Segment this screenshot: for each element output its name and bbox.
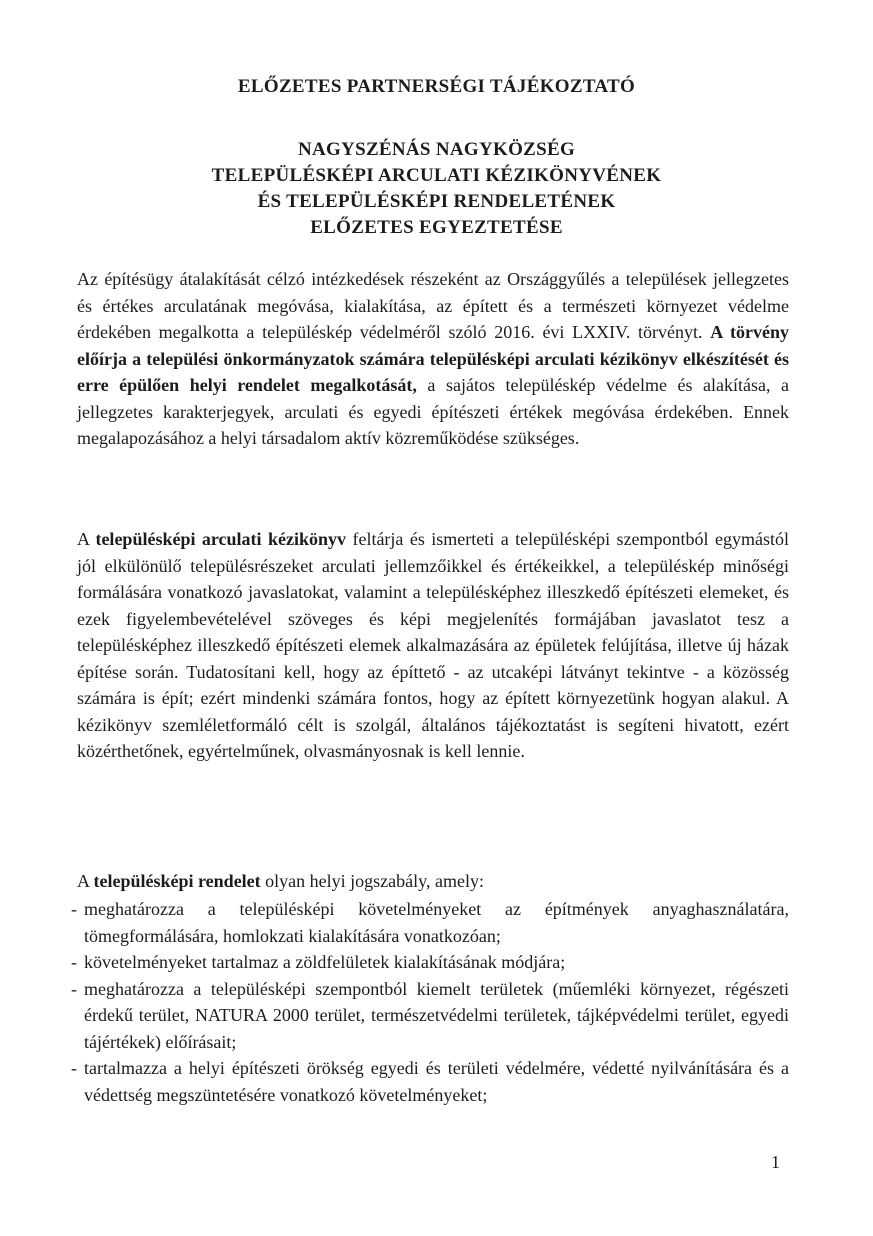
paragraph-emphasis: A törvény előírja a települési önkormányzatok számára településképi arculati kézikönyv elkészítését és erre épülően helyi rendelet megalkotását, bbox=[77, 322, 789, 395]
page-number: 1 bbox=[771, 1152, 780, 1172]
paragraph-text: A bbox=[77, 529, 96, 549]
list-item-text: követelményeket tartalmaz a zöldfelületek kialakításának módjára; bbox=[84, 952, 566, 972]
title-line: ELŐZETES EGYEZTETÉSE bbox=[310, 217, 563, 238]
title-line: ÉS TELEPÜLÉSKÉPI RENDELETÉNEK bbox=[257, 191, 616, 212]
paragraph-emphasis: településképi arculati kézikönyv bbox=[95, 529, 347, 549]
paragraph-handbook bbox=[77, 526, 789, 765]
regulation-list bbox=[71, 896, 789, 1108]
paragraph-text: Az építésügy átalakítását célzó intézkedések részeként az Országgyűlés a települések jellegzetes és értékes arculatának megóvása, kialakítása, az épített és a természeti környezet védelme érdekében megalkotta a településkép védelméről szóló 2016. évi LXXIV. törvényt. bbox=[77, 269, 789, 342]
list-dash: - bbox=[71, 899, 77, 919]
title-line: NAGYSZÉNÁS NAGYKÖZSÉG bbox=[297, 139, 576, 160]
paragraph-intro bbox=[77, 266, 789, 452]
list-dash: - bbox=[71, 978, 77, 999]
list-dash: - bbox=[71, 952, 77, 972]
list-item bbox=[71, 976, 789, 1056]
title-line: TELEPÜLÉSKÉPI ARCULATI KÉZIKÖNYVÉNEK bbox=[211, 165, 662, 186]
list-item bbox=[71, 949, 789, 976]
paragraph-text: A bbox=[77, 871, 94, 891]
paragraph-text: a sajátos településkép védelme és alakítása, a jellegzetes karakterjegyek, arculati és egyedi építészeti értékek megóvása érdekében. Ennek megalapozásához a helyi társadalom aktív közreműködése szükséges. bbox=[77, 375, 789, 448]
list-dash: - bbox=[71, 1058, 77, 1078]
paragraph-emphasis: településképi rendelet bbox=[93, 871, 261, 891]
paragraph-text: olyan helyi jogszabály, amely: bbox=[260, 871, 484, 891]
paragraph-text: feltárja és ismerteti a településképi szempontból egymástól jól elkülönülő településrészeket arculati jellemzőikkel és értékeikkel, a településkép minőségi formálására vonatkozó javaslatokat, valamint a településképhez illeszkedő építészeti elemeket, és ezek figyelembevételével szöveges és képi megjelenítés formájában javaslatot tesz a településképhez illeszkedő építészeti elemek alkalmazására az épületek felújítása, illetve új házak építése során. Tudatosítani kell, hogy az építtető - az utcaképi látványt tekintve - a közösség számára is épít; ezért mindenki számára fontos, hogy az épített környezetünk hogyan alakul. A kézikönyv szemléletformáló célt is szolgál, általános tájékoztatást is segíteni hivatott, ezért közérthetőnek, egyértelműnek, olvasmányosnak is kell lennie. bbox=[77, 529, 789, 761]
list-item-text: tartalmazza a helyi építészeti örökség egyedi és területi védelmére, védetté nyilvánítására és a védettség megszüntetésére vonatkozó követelményeket; bbox=[84, 1058, 789, 1105]
document-header: ELŐZETES PARTNERSÉGI TÁJÉKOZTATÓ bbox=[237, 76, 636, 97]
list-item bbox=[71, 896, 789, 949]
document-title bbox=[0, 137, 873, 241]
list-item bbox=[71, 1055, 789, 1108]
paragraph-regulation bbox=[77, 868, 789, 895]
list-item-text: meghatározza a településképi szempontból kiemelt területek (műemléki környezet, régészeti érdekű terület, NATURA 2000 terület, természetvédelmi területek, tájképvédelmi terület, egyedi tájértékek) előírásait; bbox=[84, 978, 789, 1052]
list-item-text: meghatározza a településképi követelményeket az építmények anyaghasználatára, tömegformálására, homlokzati kialakítására vonatkozóan; bbox=[84, 899, 789, 946]
